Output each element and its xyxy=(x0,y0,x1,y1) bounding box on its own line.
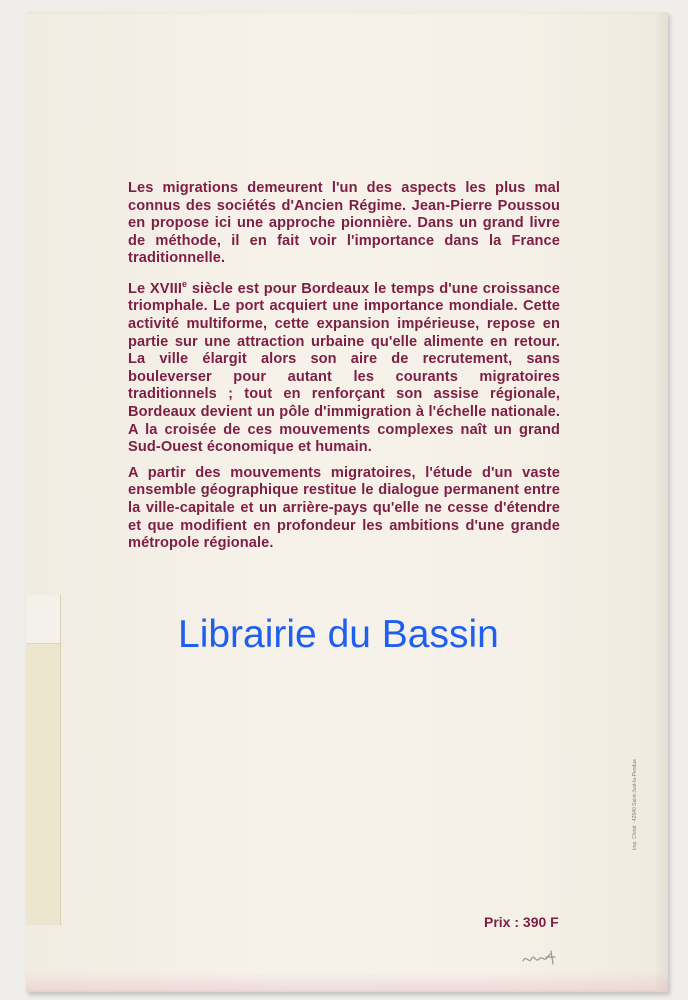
back-cover-blurb xyxy=(128,180,560,561)
pencil-mark-icon xyxy=(520,945,564,969)
label-sticker xyxy=(26,595,61,925)
century-superscript: e xyxy=(182,278,188,289)
cover-edge xyxy=(656,12,668,992)
price-label: Prix : 390 F xyxy=(484,914,559,930)
blurb-paragraph-2 xyxy=(128,276,560,457)
blurb-paragraph-2-rest: siècle est pour Bordeaux le temps d'une croissance triomphale. Le port acquiert une importance mondiale. Cette activité multiforme, cette expansion impérieuse, repose en partie sur une attraction urbaine qu'elle alimente en retour. La ville élargit alors son aire de recrutement, sans bouleverser pour autant les courants migratoires traditionnels ; tout en renforçant son assise régionale, Bordeaux devient un pôle d'immigration à l'échelle nationale. A la croisée de ces mouvements complexes naît un grand Sud-Ouest économique et humain. xyxy=(128,280,560,456)
bookshop-watermark: Librairie du Bassin xyxy=(178,613,499,656)
blurb-paragraph-1: Les migrations demeurent l'un des aspects les plus mal connus des sociétés d'Ancien Régime. Jean-Pierre Poussou en propose ici une approche pionnière. Dans un grand livre de méthode, il en fait voir l'importance dans la France traditionnelle. xyxy=(128,180,560,267)
blurb-paragraph-3: A partir des mouvements migratoires, l'étude d'un vaste ensemble géographique restitue le dialogue permanent entre la ville-capitale et un arrière-pays qu'elle ne cesse d'étendre et que modifient en profondeur les ambitions d'une grande métropole régionale. xyxy=(128,464,560,552)
printer-imprint: Imp. Chirat - 42540 Saint-Just-la-Pendue xyxy=(632,759,638,850)
blurb-paragraph-2-start: Le XVIII xyxy=(128,280,183,297)
cover-bottom-tint xyxy=(26,972,668,992)
label-sticker-top xyxy=(26,595,60,644)
